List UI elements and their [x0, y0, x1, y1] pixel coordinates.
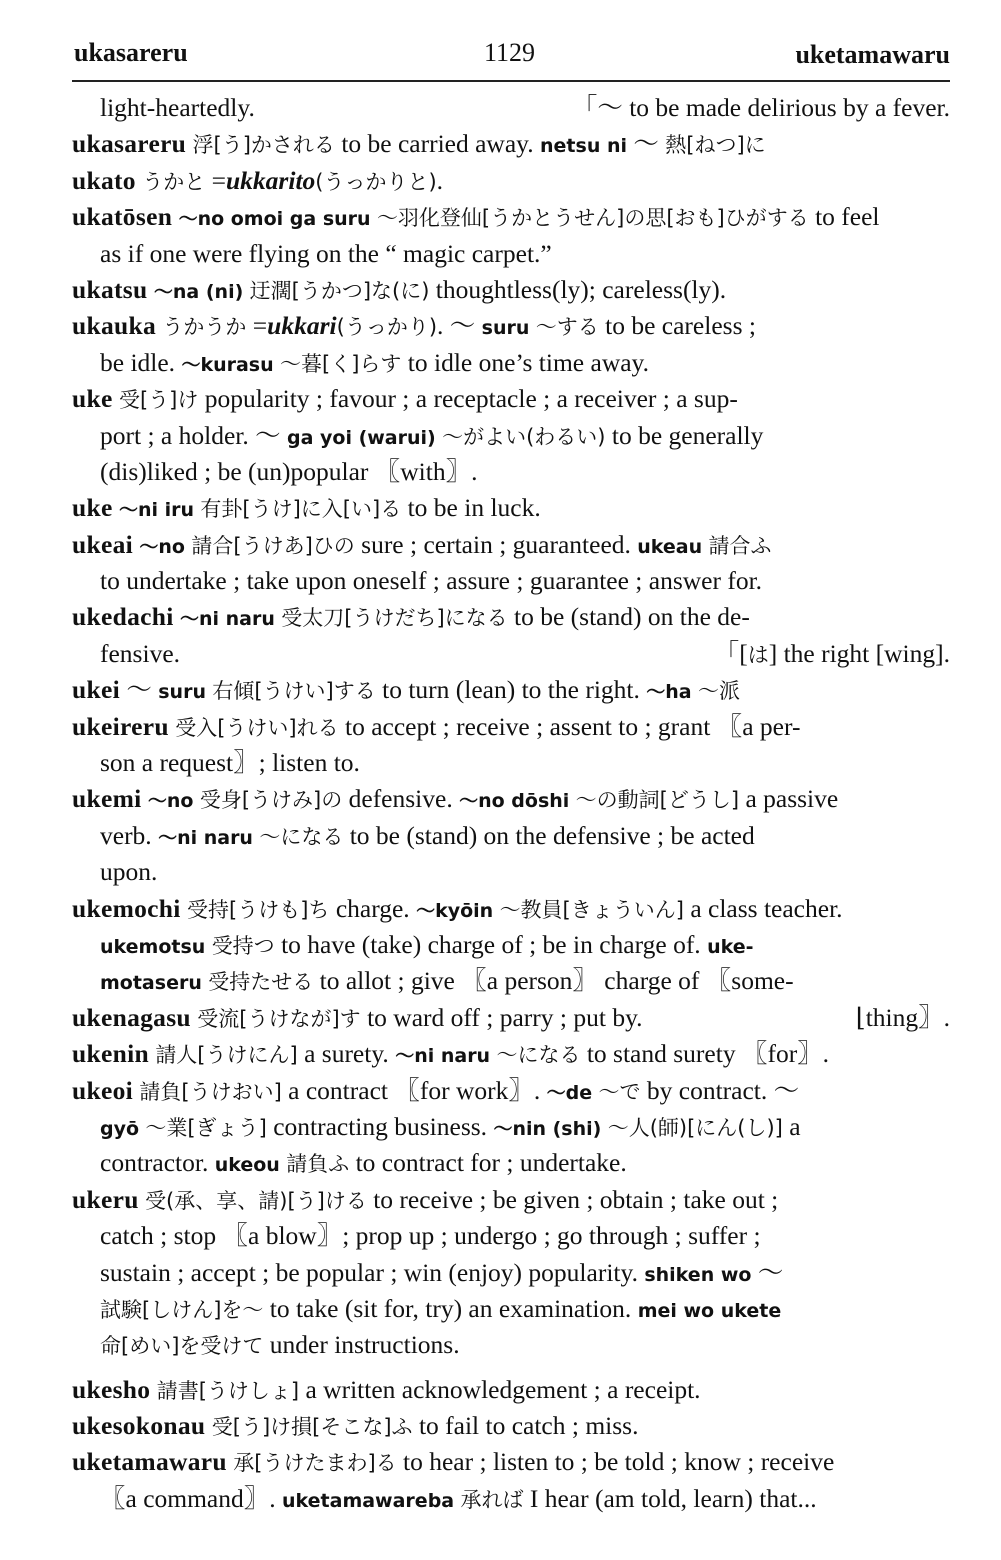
- romaji-phrase: 〜ni naru: [158, 826, 253, 849]
- japanese-text: 請合[うけあ]ひの: [191, 533, 355, 558]
- cross-reference: ukkari: [267, 311, 337, 341]
- headword: ukei: [72, 675, 120, 705]
- entry-continuation-line: [72, 345, 950, 381]
- romaji-phrase: uke-: [707, 935, 754, 958]
- definition-text: catch ; stop 〖a blow〗; prop up ; undergo ; go through ; suffer ;: [100, 1221, 761, 1251]
- headword: ukesokonau: [72, 1411, 206, 1441]
- japanese-text: 受入[うけい]れる: [175, 715, 339, 740]
- definition-text: defensive.: [342, 784, 460, 814]
- japanese-text: 浮[う]かされる: [192, 133, 335, 158]
- entry-continuation-line: [72, 1481, 950, 1517]
- japanese-text: 請人[うけにん]: [155, 1043, 298, 1068]
- header-right-guide-word: uketamawaru: [795, 40, 950, 69]
- japanese-text: 〜暮[く]らす: [280, 351, 402, 376]
- japanese-text: 〜になる: [259, 824, 344, 849]
- entry-line: [72, 1182, 950, 1218]
- japanese-text: 受身[うけみ]の: [199, 788, 343, 813]
- romaji-phrase: 〜de: [546, 1081, 593, 1104]
- definition-text: charge.: [329, 893, 417, 923]
- japanese-text: 〜がよい(わるい): [442, 424, 606, 449]
- definition-text: verb.: [100, 820, 159, 850]
- definition-text: a class teacher.: [683, 893, 843, 923]
- japanese-text: 右傾[うけい]する: [212, 679, 376, 704]
- romaji-phrase: ukeau: [637, 535, 703, 558]
- japanese-text: 請合ふ: [708, 533, 772, 558]
- definition-text: contractor.: [100, 1148, 215, 1178]
- definition-text: to take (sit for, try) an examination.: [263, 1293, 638, 1323]
- entry-continuation-line: [72, 1145, 950, 1181]
- headword: ukato: [72, 165, 136, 195]
- definition-text: port ; a holder. 〜: [100, 420, 287, 450]
- definition-text: to idle one’s time away.: [401, 347, 650, 377]
- definition-text: to fail to catch ; miss.: [412, 1411, 639, 1441]
- headword: ukeoi: [72, 1075, 134, 1105]
- headword: ukatōsen: [72, 202, 173, 232]
- romaji-phrase: ukemotsu: [100, 935, 206, 958]
- header-rule: [72, 80, 950, 82]
- japanese-text: 〜教員[きょういん]: [499, 897, 684, 922]
- entry-continuation-line: [72, 1327, 950, 1363]
- japanese-text: 〜の動詞[どうし]: [575, 788, 740, 813]
- definition-text: to allot ; give 〖a person〗 charge of 〖some-: [313, 966, 794, 996]
- definition-text: popularity ; favour ; a receptacle ; a receiver ; a sup-: [198, 384, 738, 414]
- romaji-phrase: 〜no omoi ga suru: [178, 208, 371, 231]
- page-header: [72, 34, 950, 80]
- definition-text: 〖a command〗.: [100, 1483, 282, 1513]
- entry-line: [72, 1408, 950, 1444]
- japanese-text: 迂濶[うかつ]な(に): [249, 278, 430, 303]
- headword: ukemochi: [72, 893, 181, 923]
- entry-line: [72, 490, 950, 526]
- romaji-phrase: 〜no: [147, 790, 194, 813]
- japanese-text: 〜で: [598, 1079, 641, 1104]
- japanese-text: 〜業[ぎょう]: [145, 1115, 267, 1140]
- headword: ukenin: [72, 1039, 149, 1069]
- entry-line: [72, 126, 950, 162]
- japanese-text: 受持[うけも]ち: [187, 897, 330, 922]
- definition-text: to accept ; receive ; assent to ; grant 〖a per-: [338, 711, 801, 741]
- entry-continuation-line: [72, 90, 950, 126]
- entry-line: [72, 1000, 950, 1036]
- entry-continuation-line: [72, 818, 950, 854]
- entry-continuation-line: [72, 745, 950, 781]
- definition-text: to have (take) charge of ; be in charge of.: [274, 929, 708, 959]
- japanese-text: うかうか: [162, 315, 247, 340]
- romaji-phrase: 〜ha: [646, 681, 692, 704]
- japanese-text: 試験[しけん]を〜: [100, 1297, 264, 1322]
- entry-continuation-line: [72, 963, 950, 999]
- entry-continuation-line: [72, 636, 950, 672]
- definition-text: to contract for ; undertake.: [349, 1148, 627, 1178]
- japanese-text: 〜羽化登仙[うかとうせん]の思[おも]ひがする: [376, 206, 809, 231]
- japanese-text: 受(承、享、請)[う]ける: [145, 1188, 367, 1213]
- entry-continuation-line: [72, 1218, 950, 1254]
- definition-text: fensive.: [100, 638, 181, 668]
- definition-text: to stand surety 〖for〗.: [580, 1039, 830, 1069]
- entry-continuation-line: [72, 563, 950, 599]
- romaji-phrase: suru: [481, 317, 530, 340]
- entry-line: [72, 709, 950, 745]
- definition-text: ] the right [wing].: [768, 638, 950, 668]
- japanese-text: 熱[ねつ]に: [665, 133, 766, 158]
- entry-continuation-line: [72, 454, 950, 490]
- romaji-phrase: 〜no: [139, 535, 185, 558]
- definition-text: 〜: [751, 1257, 784, 1287]
- headword: uke: [72, 493, 113, 523]
- page-number: 1129: [484, 38, 536, 67]
- japanese-text: 〜する: [535, 315, 599, 340]
- entry-line: [72, 1444, 950, 1480]
- definition-text: to receive ; be given ; obtain ; take out ;: [366, 1184, 779, 1214]
- romaji-phrase: 〜nin (shi): [493, 1117, 602, 1140]
- romaji-phrase: 〜ni naru: [395, 1045, 491, 1068]
- japanese-text: 受流[うけなが]す: [197, 1006, 361, 1031]
- definition-text: light-heartedly.: [100, 93, 255, 122]
- right-aligned-note: [572, 90, 950, 126]
- headword: ukasareru: [72, 129, 187, 159]
- definition-text: to be (stand) on the de-: [507, 602, 750, 632]
- definition-text: as if one were flying on the “ magic carpet.”: [100, 238, 552, 268]
- definition-text: =: [246, 311, 268, 341]
- headword: ukeireru: [72, 711, 169, 741]
- romaji-phrase: 〜na (ni): [153, 280, 244, 303]
- definition-text: son a request〗; listen to.: [100, 748, 360, 778]
- definition-text: under instructions.: [263, 1330, 460, 1360]
- definition-text: 「〜 to be made delirious by a fever.: [571, 93, 950, 122]
- japanese-text: 〜派: [697, 679, 740, 704]
- definition-text: a written acknowledgement ; a receipt.: [299, 1374, 701, 1404]
- definition-text: =: [205, 165, 226, 195]
- japanese-text: は: [747, 642, 769, 667]
- definition-text: to ward off ; parry ; put by.: [360, 1002, 643, 1032]
- entry-continuation-line: [72, 1255, 950, 1291]
- definition-text: to feel: [808, 202, 880, 232]
- definition-text: to undertake ; take upon oneself ; assure ; guarantee ; answer for.: [100, 566, 763, 596]
- entry-line: [72, 163, 950, 199]
- entry-continuation-line: [72, 854, 950, 890]
- romaji-phrase: 〜ni naru: [179, 608, 275, 631]
- japanese-text: (うっかり): [336, 315, 438, 340]
- entry-line: [72, 199, 950, 235]
- definition-text: sustain ; accept ; be popular ; win (enjoy) popularity.: [100, 1257, 645, 1287]
- japanese-text: 請負[うけおい]: [139, 1079, 282, 1104]
- japanese-text: 〜になる: [496, 1043, 581, 1068]
- japanese-text: 承れば: [460, 1487, 524, 1512]
- romaji-phrase: 〜ni iru: [118, 499, 195, 522]
- japanese-text: 受[う]け損[そこな]ふ: [211, 1415, 413, 1440]
- definition-text: to be careless ;: [598, 311, 756, 341]
- definition-text: to be generally: [605, 420, 764, 450]
- definition-text: 〜: [119, 675, 159, 705]
- definition-text: ⌊thing〗.: [855, 1002, 950, 1032]
- romaji-phrase: netsu ni: [540, 135, 627, 158]
- romaji-phrase: gyō: [100, 1117, 140, 1140]
- definition-text: to be (stand) on the defensive ; be acted: [343, 820, 755, 850]
- header-left-guide-word: ukasareru: [74, 38, 188, 67]
- entry-line: [72, 527, 950, 563]
- romaji-phrase: 〜kurasu: [181, 353, 274, 376]
- entries-list: [72, 90, 950, 1517]
- japanese-text: 受持たせる: [208, 970, 314, 995]
- entry-continuation-line: [72, 418, 950, 454]
- entry-line: [72, 599, 950, 635]
- definition-text: 〜: [627, 129, 666, 159]
- entry-line: [72, 381, 950, 417]
- romaji-phrase: ga yoi (warui): [286, 426, 436, 449]
- headword: ukatsu: [72, 274, 148, 304]
- definition-text: a contract 〖for work〗.: [281, 1075, 547, 1105]
- headword: ukauka: [72, 311, 157, 341]
- japanese-text: 命[めい]を受けて: [100, 1334, 264, 1359]
- romaji-phrase: motaseru: [100, 972, 202, 995]
- definition-text: upon.: [100, 857, 158, 887]
- headword: ukeru: [72, 1184, 139, 1214]
- romaji-phrase: mei wo ukete: [637, 1299, 782, 1322]
- definition-text: to turn (lean) to the right.: [375, 675, 647, 705]
- headword: ukemi: [72, 784, 142, 814]
- entry-line: [72, 1073, 950, 1109]
- entry-line: [72, 781, 950, 817]
- headword: ukesho: [72, 1374, 151, 1404]
- entry-continuation-line: [72, 1291, 950, 1327]
- definition-text: a: [782, 1111, 801, 1141]
- definition-text: .: [436, 165, 444, 195]
- definition-text: thoughtless(ly); careless(ly).: [429, 274, 727, 304]
- entry-line: [72, 308, 950, 344]
- romaji-phrase: ukeou: [214, 1154, 280, 1177]
- japanese-text: 受太刀[うけだち]になる: [281, 606, 508, 631]
- entry-line: [72, 672, 950, 708]
- definition-text: sure ; certain ; guaranteed.: [354, 529, 638, 559]
- definition-text: to be in luck.: [401, 493, 541, 523]
- japanese-text: 承[うけたまわ]る: [233, 1451, 397, 1476]
- japanese-text: 〜人(師)[にん(し)]: [607, 1115, 783, 1140]
- right-aligned-note: [856, 1000, 950, 1036]
- japanese-text: うかと: [142, 169, 206, 194]
- definition-text: to hear ; listen to ; be told ; know ; receive: [396, 1447, 835, 1477]
- japanese-text: 有卦[うけ]に入[い]る: [200, 497, 402, 522]
- definition-text: by contract. 〜: [640, 1075, 800, 1105]
- definition-text: contracting business.: [266, 1111, 494, 1141]
- definition-text: 「[: [713, 638, 748, 668]
- entry-continuation-line: [72, 236, 950, 272]
- romaji-phrase: uketamawareba: [282, 1489, 455, 1512]
- definition-text: be idle.: [100, 347, 182, 377]
- entry-line: [72, 1372, 950, 1408]
- cross-reference: ukkarito: [226, 165, 316, 195]
- definition-text: I hear (am told, learn) that...: [523, 1483, 817, 1513]
- headword: ukeai: [72, 529, 134, 559]
- romaji-phrase: suru: [158, 681, 206, 704]
- entry-gap: [72, 1364, 950, 1372]
- right-aligned-note: [714, 636, 950, 673]
- headword: uke: [72, 384, 113, 414]
- entry-line: [72, 1036, 950, 1072]
- entry-continuation-line: [72, 1109, 950, 1145]
- definition-text: . 〜: [437, 311, 482, 341]
- japanese-text: 受持つ: [211, 933, 275, 958]
- headword: ukenagasu: [72, 1002, 191, 1032]
- headword: uketamawaru: [72, 1447, 227, 1477]
- definition-text: a surety.: [297, 1039, 396, 1069]
- japanese-text: 請書[うけしょ]: [156, 1378, 300, 1403]
- romaji-phrase: 〜kyōin: [416, 899, 494, 922]
- definition-text: (dis)liked ; be (un)popular 〖with〗.: [100, 456, 478, 486]
- romaji-phrase: shiken wo: [644, 1263, 752, 1286]
- definition-text: a passive: [739, 784, 839, 814]
- headword: ukedachi: [72, 602, 174, 632]
- japanese-text: (うっかりと): [315, 169, 437, 194]
- entry-line: [72, 891, 950, 927]
- japanese-text: 受[う]け: [118, 388, 199, 413]
- definition-text: to be carried away.: [334, 129, 541, 159]
- romaji-phrase: 〜no dōshi: [459, 790, 570, 813]
- dictionary-page: [72, 34, 950, 1517]
- entry-line: [72, 272, 950, 308]
- japanese-text: 請負ふ: [286, 1152, 350, 1177]
- entry-continuation-line: [72, 927, 950, 963]
